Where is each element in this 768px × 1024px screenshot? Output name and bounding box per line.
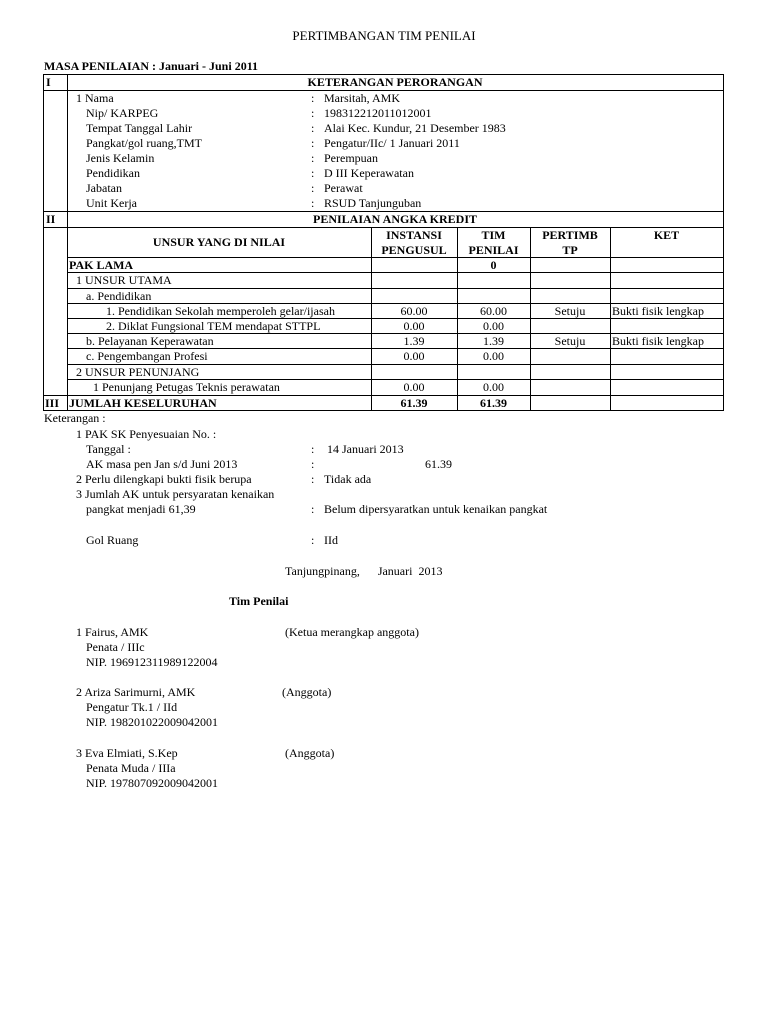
pendidikan-label: a. Pendidikan — [86, 289, 152, 303]
table-cell-tim: 0.00 — [483, 349, 504, 363]
info-colon: : — [311, 106, 315, 120]
unsur-utama-label: 1 UNSUR UTAMA — [76, 273, 172, 287]
info-value: Pengatur/IIc/ 1 Januari 2011 — [324, 136, 460, 150]
info-value: Alai Kec. Kundur, 21 Desember 1983 — [324, 121, 506, 135]
member-nip: NIP. 196912311989122004 — [86, 655, 218, 669]
pak-lama-tim: 0 — [490, 258, 497, 272]
table-cell-tim: 1.39 — [483, 334, 504, 348]
table-row-label: c. Pengembangan Profesi — [86, 349, 208, 363]
member-role: (Ketua merangkap anggota) — [285, 625, 419, 639]
info-label: 1 Nama — [76, 91, 114, 105]
ak-label: AK masa pen Jan s/d Juni 2013 — [86, 457, 238, 471]
table-cell-tim: 0.00 — [483, 380, 504, 394]
bukti-value: Tidak ada — [324, 472, 372, 486]
member-nip: NIP. 198201022009042001 — [86, 715, 219, 729]
total-tim: 61.39 — [480, 396, 507, 410]
info-colon: : — [311, 121, 315, 135]
info-label: Pendidikan — [86, 166, 140, 180]
info-value: D III Keperawatan — [324, 166, 414, 180]
member-name: 2 Ariza Sarimurni, AMK — [76, 685, 196, 699]
info-label: Unit Kerja — [86, 196, 137, 210]
colon: : — [311, 457, 315, 471]
table-cell-instansi: 0.00 — [403, 319, 425, 333]
table-row-label: 1. Pendidikan Sekolah memperoleh gelar/ijasah — [106, 304, 335, 318]
place-date: Tanjungpinang, Januari 2013 — [285, 564, 443, 578]
col-header-tim: PENILAI — [468, 243, 519, 257]
info-value: RSUD Tanjunguban — [324, 196, 422, 210]
info-colon: : — [311, 136, 315, 150]
table-cell-ket: Bukti fisik lengkap — [612, 304, 704, 318]
tanggal-label: Tanggal : — [86, 442, 131, 456]
info-label: Nip/ KARPEG — [86, 106, 159, 120]
masa-penilaian: MASA PENILAIAN : Januari - Juni 2011 — [44, 59, 259, 73]
tim-penilai-heading: Tim Penilai — [229, 594, 289, 608]
info-label: Jabatan — [86, 181, 122, 195]
colon: : — [311, 442, 315, 456]
total-label: JUMLAH KESELURUHAN — [69, 396, 217, 410]
info-value: 198312212011012001 — [324, 106, 432, 120]
ak-value: 61.39 — [425, 457, 452, 471]
table-cell-pertimb: Setuju — [554, 304, 586, 318]
info-value: Perawat — [324, 181, 363, 195]
member-nip: NIP. 197807092009042001 — [86, 776, 219, 790]
notes-heading: Keterangan : — [44, 411, 106, 425]
jumlah-label: 3 Jumlah AK untuk persyaratan kenaikan — [76, 487, 275, 501]
member-rank: Penata / IIIc — [86, 640, 145, 654]
table-cell-tim: 0.00 — [483, 319, 504, 333]
table-cell-tim: 60.00 — [480, 304, 507, 318]
page-title: PERTIMBANGAN TIM PENILAI — [292, 28, 476, 43]
table-cell-instansi: 60.00 — [400, 304, 428, 318]
table-row-label: 1 Penunjang Petugas Teknis perawatan — [93, 380, 280, 394]
info-colon: : — [311, 151, 315, 165]
section-1-heading: KETERANGAN PERORANGAN — [307, 75, 483, 89]
member-name: 1 Fairus, AMK — [76, 625, 149, 639]
section-3-roman: III — [45, 396, 60, 410]
member-role: (Anggota) — [285, 746, 335, 760]
member-role: (Anggota) — [282, 685, 332, 699]
info-colon: : — [311, 91, 315, 105]
info-colon: : — [311, 166, 315, 180]
table-row-label: b. Pelayanan Keperawatan — [86, 334, 214, 348]
info-label: Pangkat/gol ruang,TMT — [86, 136, 202, 150]
col-header-instansi: INSTANSI — [386, 228, 442, 242]
section-2-heading: PENILAIAN ANGKA KREDIT — [312, 212, 478, 226]
col-header-instansi: PENGUSUL — [381, 243, 447, 257]
table-cell-instansi: 0.00 — [403, 349, 425, 363]
jumlah-label: pangkat menjadi 61,39 — [86, 502, 196, 516]
table-row-label: 2. Diklat Fungsional TEM mendapat STTPL — [106, 319, 321, 333]
colon: : — [311, 472, 315, 486]
col-header-pertimb: PERTIMB — [542, 228, 598, 242]
gol-value: IId — [324, 533, 338, 547]
gol-label: Gol Ruang — [86, 533, 139, 547]
info-value: Marsitah, AMK — [324, 91, 400, 105]
info-label: Jenis Kelamin — [86, 151, 155, 165]
table-cell-pertimb: Setuju — [554, 334, 586, 348]
col-header-pertimb: TP — [562, 243, 578, 257]
total-instansi: 61.39 — [400, 396, 428, 410]
col-header-ket: KET — [653, 228, 680, 242]
section-1-roman: I — [46, 75, 51, 89]
colon: : — [311, 502, 315, 516]
col-header-tim: TIM — [481, 228, 506, 242]
table-cell-instansi: 0.00 — [403, 380, 425, 394]
unsur-penunjang-label: 2 UNSUR PENUNJANG — [76, 365, 200, 379]
member-rank: Pengatur Tk.1 / IId — [86, 700, 178, 714]
table-cell-ket: Bukti fisik lengkap — [612, 334, 704, 348]
member-rank: Penata Muda / IIIa — [86, 761, 176, 775]
bukti-label: 2 Perlu dilengkapi bukti fisik berupa — [76, 472, 252, 486]
info-value: Perempuan — [324, 151, 378, 165]
pak-lama-label: PAK LAMA — [69, 258, 134, 272]
colon: : — [311, 533, 315, 547]
tanggal-value: 14 Januari 2013 — [327, 442, 404, 456]
jumlah-value: Belum dipersyaratkan untuk kenaikan pangkat — [324, 502, 548, 516]
info-colon: : — [311, 181, 315, 195]
info-colon: : — [311, 196, 315, 210]
member-name: 3 Eva Elmiati, S.Kep — [76, 746, 178, 760]
col-header-unsur: UNSUR YANG DI NILAI — [152, 235, 286, 249]
table-cell-instansi: 1.39 — [403, 334, 425, 348]
section-2-roman: II — [46, 212, 56, 226]
pak-sk-label: 1 PAK SK Penyesuaian No. : — [76, 427, 217, 441]
info-label: Tempat Tanggal Lahir — [86, 121, 193, 135]
